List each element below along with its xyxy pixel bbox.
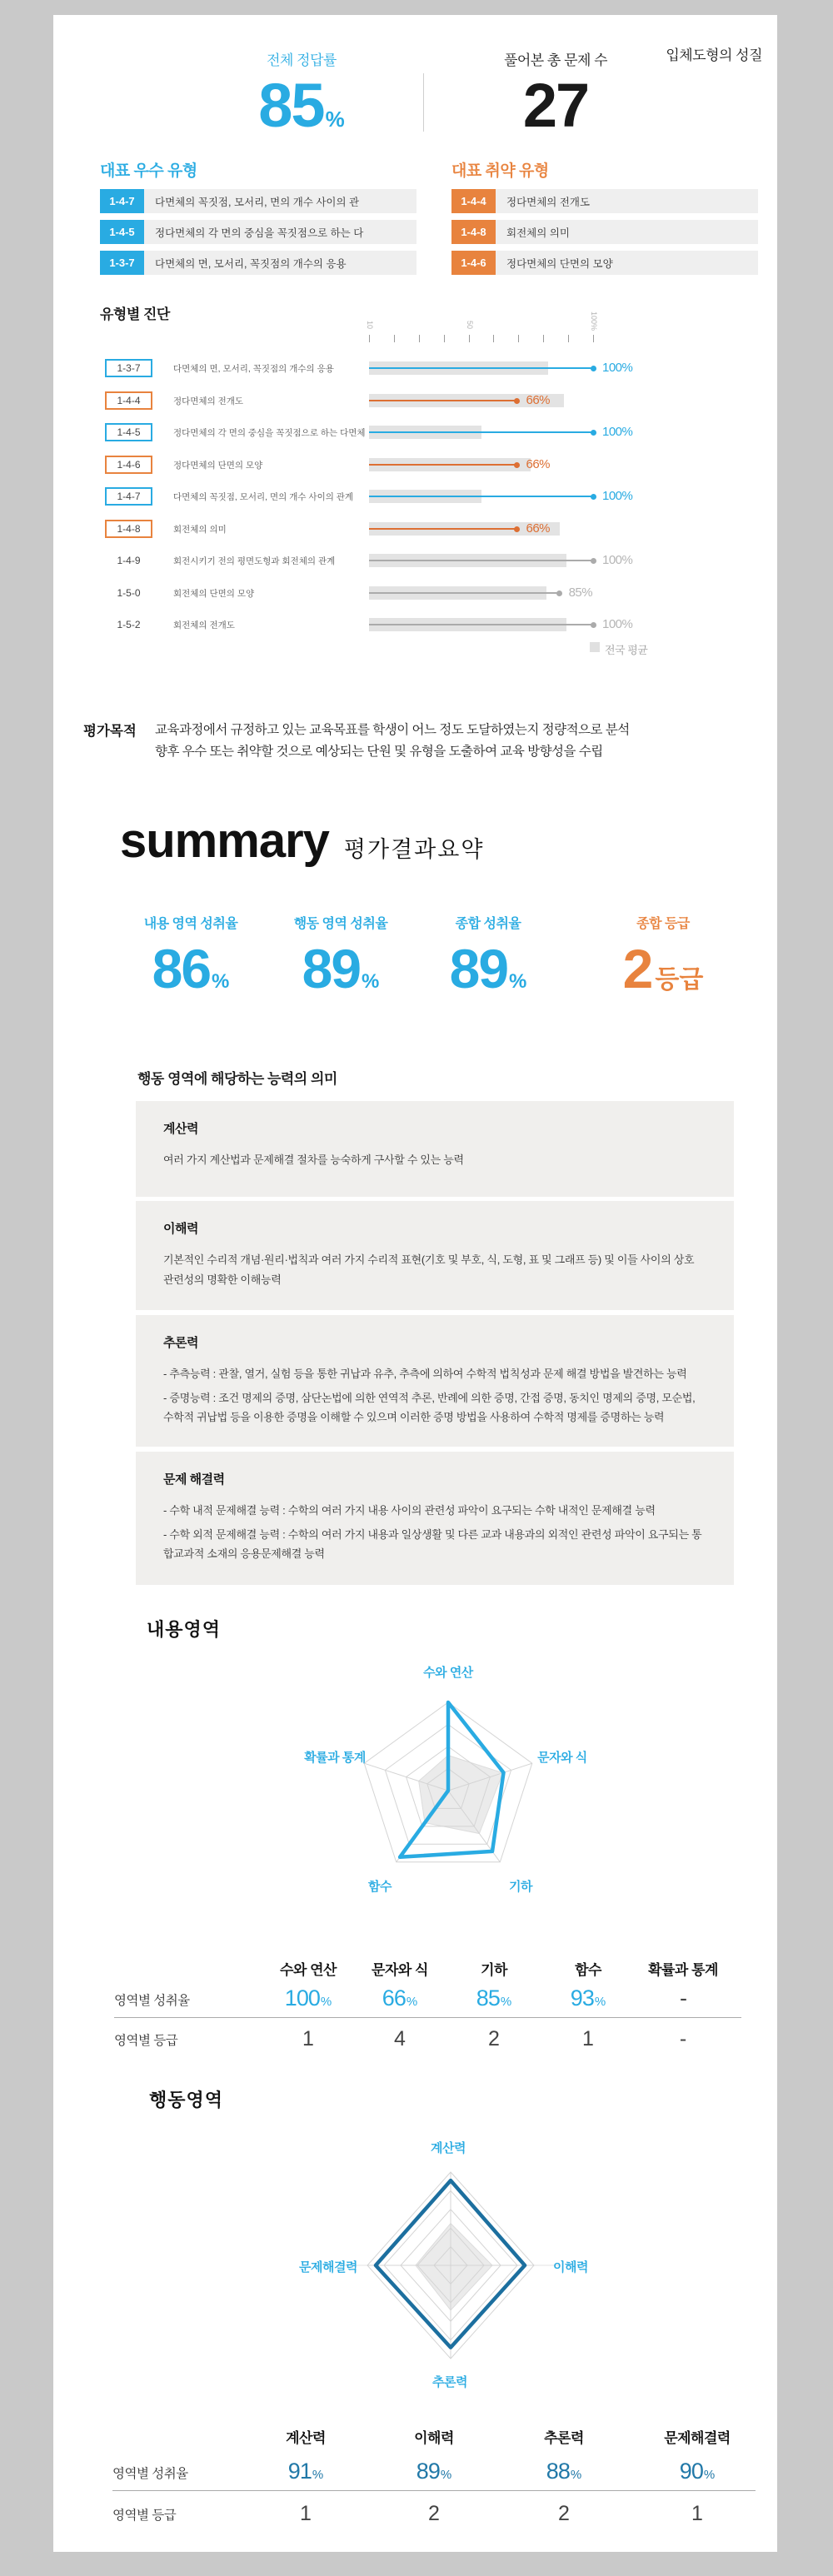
achievement-value-label: 100% — [602, 425, 633, 439]
type-row-label: 회전시키기 전의 평면도형과 회전체의 관계 — [173, 556, 336, 566]
table-column-header: 수와 연산 — [280, 1962, 337, 1978]
type-item-label: 정다면체의 단면의 모양 — [506, 257, 613, 270]
good-type-item — [100, 220, 416, 244]
type-code-box: 1-3-7 — [105, 359, 152, 377]
behavior-radar-axis-label: 이해력 — [553, 2260, 588, 2275]
axis-tick — [394, 335, 395, 342]
behavior-radar-axis-label: 추론력 — [432, 2375, 467, 2389]
content-achievement-unit: % — [212, 970, 230, 993]
achievement-cell — [506, 2459, 622, 2484]
diagnosis-title: 유형별 진단 — [100, 306, 170, 322]
table-column-header: 문제해결력 — [664, 2430, 731, 2446]
content-radar-axis-label: 수와 연산 — [423, 1666, 473, 1680]
achievement-unit: % — [594, 1995, 606, 2009]
purpose-label: 평가목적 — [83, 724, 137, 739]
national-average-legend-label: 전국 평균 — [605, 644, 648, 656]
achievement-line — [369, 431, 593, 433]
weak-type-item — [451, 220, 758, 244]
overall-grade-number: 2 — [622, 938, 652, 999]
behavior-achievement-unit: % — [362, 970, 380, 993]
overall-achievement-unit: % — [509, 970, 527, 993]
correct-rate-label: 전체 정답률 — [267, 52, 337, 68]
type-item-label: 회전체의 의미 — [506, 227, 570, 239]
grade-cell: 2 — [558, 2502, 570, 2525]
ability-description: - 추측능력 : 관찰, 열거, 실험 등을 통한 귀납과 유추, 추측에 의하여 수학적 법칙성과 문제 해결 방법을 발견하는 능력 — [163, 1368, 687, 1380]
achievement-number: 90 — [679, 2459, 703, 2484]
achievement-dot — [556, 590, 562, 596]
achievement-dot — [591, 558, 596, 564]
axis-tick — [593, 335, 594, 342]
achievement-unit: % — [703, 2468, 716, 2482]
achievement-unit: % — [500, 1995, 512, 2009]
overall-achievement-value — [388, 938, 588, 999]
achievement-dot — [591, 366, 596, 371]
overall-grade-value — [563, 938, 763, 999]
grade-cell: 2 — [428, 2502, 440, 2525]
achievement-line — [369, 464, 517, 466]
table-column-header: 함수 — [575, 1962, 601, 1978]
type-item-label: 다면체의 면, 모서리, 꼭짓점의 개수의 응용 — [155, 257, 347, 270]
achievement-value-label: 66% — [526, 393, 551, 407]
ability-box — [136, 1201, 734, 1310]
type-code-box: 1-5-2 — [105, 615, 152, 634]
type-row-label: 회전체의 전개도 — [173, 620, 235, 630]
summary-title-en: summary — [120, 814, 329, 868]
achievement-line — [369, 496, 593, 497]
type-row-label: 다면체의 꼭짓점, 모서리, 면의 개수 사이의 관계 — [173, 492, 354, 502]
axis-tick-label: 100% — [590, 311, 598, 331]
achievement-number: 91 — [287, 2459, 312, 2484]
purpose-line-2: 향후 우수 또는 취약할 것으로 예상되는 단원 및 유형을 도출하여 교육 방향성을 수립 — [155, 745, 603, 759]
achievement-value-label: 100% — [602, 617, 633, 631]
behavior-area-radar — [53, 2147, 777, 2397]
type-row-label: 정다면체의 전개도 — [173, 396, 244, 406]
achievement-value-label: 85% — [568, 585, 593, 600]
ability-description: - 증명능력 : 조건 명제의 증명, 삼단논법에 의한 연역적 추론, 반례에 의한 증명, 간접 증명, 동치인 명제의 증명, 모순법, 수학적 귀납법 등을 이용한 증명을 이해할 수 있으며 이러한 증명 방법을 사용하여 수학적 명제를 증명하는 능력 — [163, 1391, 696, 1423]
table-column-header: 이해력 — [414, 2430, 454, 2446]
ability-description: 여러 가지 계산법과 문제해결 절차를 능숙하게 구사할 수 있는 능력 — [163, 1153, 464, 1166]
achievement-row-label: 영역별 성취율 — [114, 1994, 190, 2008]
grade-cell: 4 — [394, 2027, 406, 2050]
achievement-cell — [625, 1986, 741, 2011]
achievement-line — [369, 560, 593, 561]
correct-rate-value — [177, 71, 426, 140]
table-divider — [112, 2490, 756, 2491]
axis-tick — [543, 335, 544, 342]
correct-rate-number: 85 — [258, 71, 324, 140]
overall-achievement-number: 89 — [449, 938, 508, 999]
table-column-header: 기하 — [481, 1962, 507, 1978]
grade-row-label: 영역별 등급 — [114, 2034, 178, 2048]
overall-achievement-label: 종합 성취율 — [455, 917, 521, 931]
axis-tick-label: 50 — [465, 321, 474, 330]
type-code-box: 1-4-9 — [105, 551, 152, 570]
ability-box — [136, 1101, 734, 1197]
achievement-cell — [376, 2459, 492, 2484]
grade-cell: 1 — [691, 2502, 703, 2525]
weak-type-item — [451, 251, 758, 275]
behavior-achievement-label: 행동 영역 성취율 — [293, 917, 388, 931]
overall-grade-label: 종합 등급 — [636, 917, 690, 931]
behavior-radar-axis-label: 문제해결력 — [299, 2260, 357, 2275]
grade-cell: 1 — [302, 2027, 314, 2050]
achievement-number: - — [680, 1986, 686, 2010]
type-code-box: 1-5-0 — [105, 584, 152, 602]
achievement-dot — [514, 398, 520, 404]
achievement-number: 100 — [284, 1986, 320, 2010]
national-average-legend-swatch — [590, 642, 600, 652]
table-column-header: 확률과 통계 — [648, 1962, 718, 1978]
behavior-radar-axis-label: 계산력 — [431, 2141, 466, 2155]
ability-description: 기본적인 수리적 개념·원리·법칙과 여러 가지 수리적 표현(기호 및 부호, 식, 도형, 표 및 그래프 등) 및 이들 사이의 상호 관련성의 명확한 이해능력 — [163, 1253, 695, 1286]
ability-description: - 수학 외적 문제해결 능력 : 수학의 여러 가지 내용과 일상생활 및 다른 교과 내용과의 외적인 관련성 파악이 요구되는 통합교과적 소재의 응용문제해결 능력 — [163, 1527, 702, 1560]
achievement-row-label: 영역별 성취율 — [112, 2467, 188, 2481]
content-achievement-number: 86 — [152, 938, 211, 999]
table-column-header: 문자와 식 — [372, 1962, 428, 1978]
content-achievement-label: 내용 영역 성취율 — [143, 917, 238, 931]
stats-divider — [423, 73, 424, 132]
ability-name: 추론력 — [163, 1336, 198, 1350]
axis-tick — [369, 335, 370, 342]
achievement-dot — [591, 494, 596, 500]
type-code-box: 1-4-6 — [105, 456, 152, 474]
type-code-box: 1-4-7 — [105, 487, 152, 506]
axis-tick-label: 10 — [366, 321, 374, 330]
achievement-dot — [514, 526, 520, 532]
table-column-header: 추론력 — [544, 2430, 584, 2446]
content-radar-axis-label: 함수 — [368, 1880, 392, 1894]
overall-grade-unit: 등급 — [655, 966, 704, 994]
content-radar-axis-label: 문자와 식 — [537, 1751, 587, 1765]
grade-cell: 2 — [488, 2027, 500, 2050]
type-code-box: 1-4-4 — [105, 391, 152, 410]
achievement-line — [369, 367, 593, 369]
achievement-line — [369, 400, 517, 401]
axis-tick — [568, 335, 569, 342]
achievement-unit: % — [312, 2468, 324, 2482]
achievement-cell — [639, 2459, 756, 2484]
type-code-badge: 1-4-4 — [451, 189, 496, 213]
total-problems-number: 27 — [522, 71, 589, 140]
behavior-area-title: 행동영역 — [149, 2090, 224, 2110]
table-divider — [114, 2017, 741, 2018]
achievement-line — [369, 528, 517, 530]
good-type-item — [100, 251, 416, 275]
achievement-line — [369, 624, 593, 625]
achievement-value-label: 66% — [526, 457, 551, 471]
purpose-line-1: 교육과정에서 규정하고 있는 교육목표를 학생이 어느 정도 도달하였는지 정량적으로 분석 — [155, 723, 630, 737]
type-code-box: 1-4-5 — [105, 423, 152, 441]
achievement-line — [369, 592, 560, 594]
achievement-value-label: 66% — [526, 521, 551, 536]
achievement-unit: % — [440, 2468, 452, 2482]
achievement-dot — [591, 622, 596, 628]
achievement-unit: % — [406, 1995, 418, 2009]
ability-name: 이해력 — [163, 1222, 198, 1236]
report-card — [53, 15, 777, 2552]
content-radar-axis-label: 기하 — [509, 1880, 532, 1894]
achievement-value-label: 100% — [602, 361, 633, 375]
ability-name: 문제 해결력 — [163, 1472, 225, 1487]
good-types-title: 대표 우수 유형 — [100, 162, 197, 180]
achievement-dot — [514, 462, 520, 468]
type-item-label: 정다면체의 각 면의 중심을 꼭짓점으로 하는 다 — [155, 227, 364, 239]
achievement-number: 88 — [546, 2459, 570, 2484]
achievement-number: 66 — [382, 1986, 406, 2010]
achievement-value-label: 100% — [602, 553, 633, 567]
type-code-badge: 1-3-7 — [100, 251, 144, 275]
ability-description: - 수학 내적 문제해결 능력 : 수학의 여러 가지 내용 사이의 관련성 파악이 요구되는 수학 내적인 문제해결 능력 — [163, 1504, 656, 1517]
achievement-number: 93 — [570, 1986, 594, 2010]
type-row-label: 다면체의 면, 모서리, 꼭짓점의 개수의 응용 — [173, 364, 334, 374]
summary-title-ko: 평가결과요약 — [343, 837, 485, 862]
grade-row-label: 영역별 등급 — [112, 2509, 177, 2523]
achievement-cell — [247, 2459, 364, 2484]
type-code-badge: 1-4-5 — [100, 220, 144, 244]
weak-type-item — [451, 189, 758, 213]
achievement-value-label: 100% — [602, 489, 633, 503]
total-problems-label: 풀어본 총 문제 수 — [503, 52, 608, 68]
achievement-dot — [591, 430, 596, 436]
type-code-badge: 1-4-8 — [451, 220, 496, 244]
type-item-label: 정다면체의 전개도 — [506, 196, 591, 208]
axis-tick — [444, 335, 445, 342]
achievement-unit: % — [320, 1995, 332, 2009]
axis-tick — [419, 335, 420, 342]
behavior-achievement-number: 89 — [302, 938, 361, 999]
good-type-item — [100, 189, 416, 213]
ability-box — [136, 1452, 734, 1585]
achievement-number: 85 — [476, 1986, 500, 2010]
axis-tick — [469, 335, 470, 342]
content-area-title: 내용영역 — [147, 1619, 222, 1640]
ability-box — [136, 1315, 734, 1447]
correct-rate-unit: % — [325, 107, 345, 132]
weak-types-title: 대표 취약 유형 — [451, 162, 549, 180]
summary-heading — [120, 813, 484, 869]
type-code-box: 1-4-8 — [105, 520, 152, 538]
abilities-title: 행동 영역에 해당하는 능력의 의미 — [137, 1071, 337, 1087]
total-problems-value — [431, 71, 681, 140]
axis-tick — [518, 335, 519, 342]
type-item-label: 다면체의 꼭짓점, 모서리, 면의 개수 사이의 관 — [155, 196, 360, 208]
grade-cell: 1 — [582, 2027, 594, 2050]
table-column-header: 계산력 — [286, 2430, 326, 2446]
ability-name: 계산력 — [163, 1122, 198, 1136]
unit-title: 입체도형의 성질 — [666, 47, 762, 63]
grade-cell: - — [679, 2027, 687, 2050]
axis-tick — [493, 335, 494, 342]
type-row-label: 회전체의 의미 — [173, 525, 227, 535]
grade-cell: 1 — [300, 2502, 312, 2525]
type-row-label: 정다면체의 단면의 모양 — [173, 461, 263, 471]
achievement-unit: % — [570, 2468, 582, 2482]
type-row-label: 회전체의 단면의 모양 — [173, 589, 255, 599]
type-code-badge: 1-4-7 — [100, 189, 144, 213]
achievement-number: 89 — [416, 2459, 440, 2484]
type-code-badge: 1-4-6 — [451, 251, 496, 275]
content-radar-axis-label: 확률과 통계 — [304, 1751, 366, 1765]
type-row-label: 정다면체의 각 면의 중심을 꼭짓점으로 하는 다면체 — [173, 428, 366, 438]
